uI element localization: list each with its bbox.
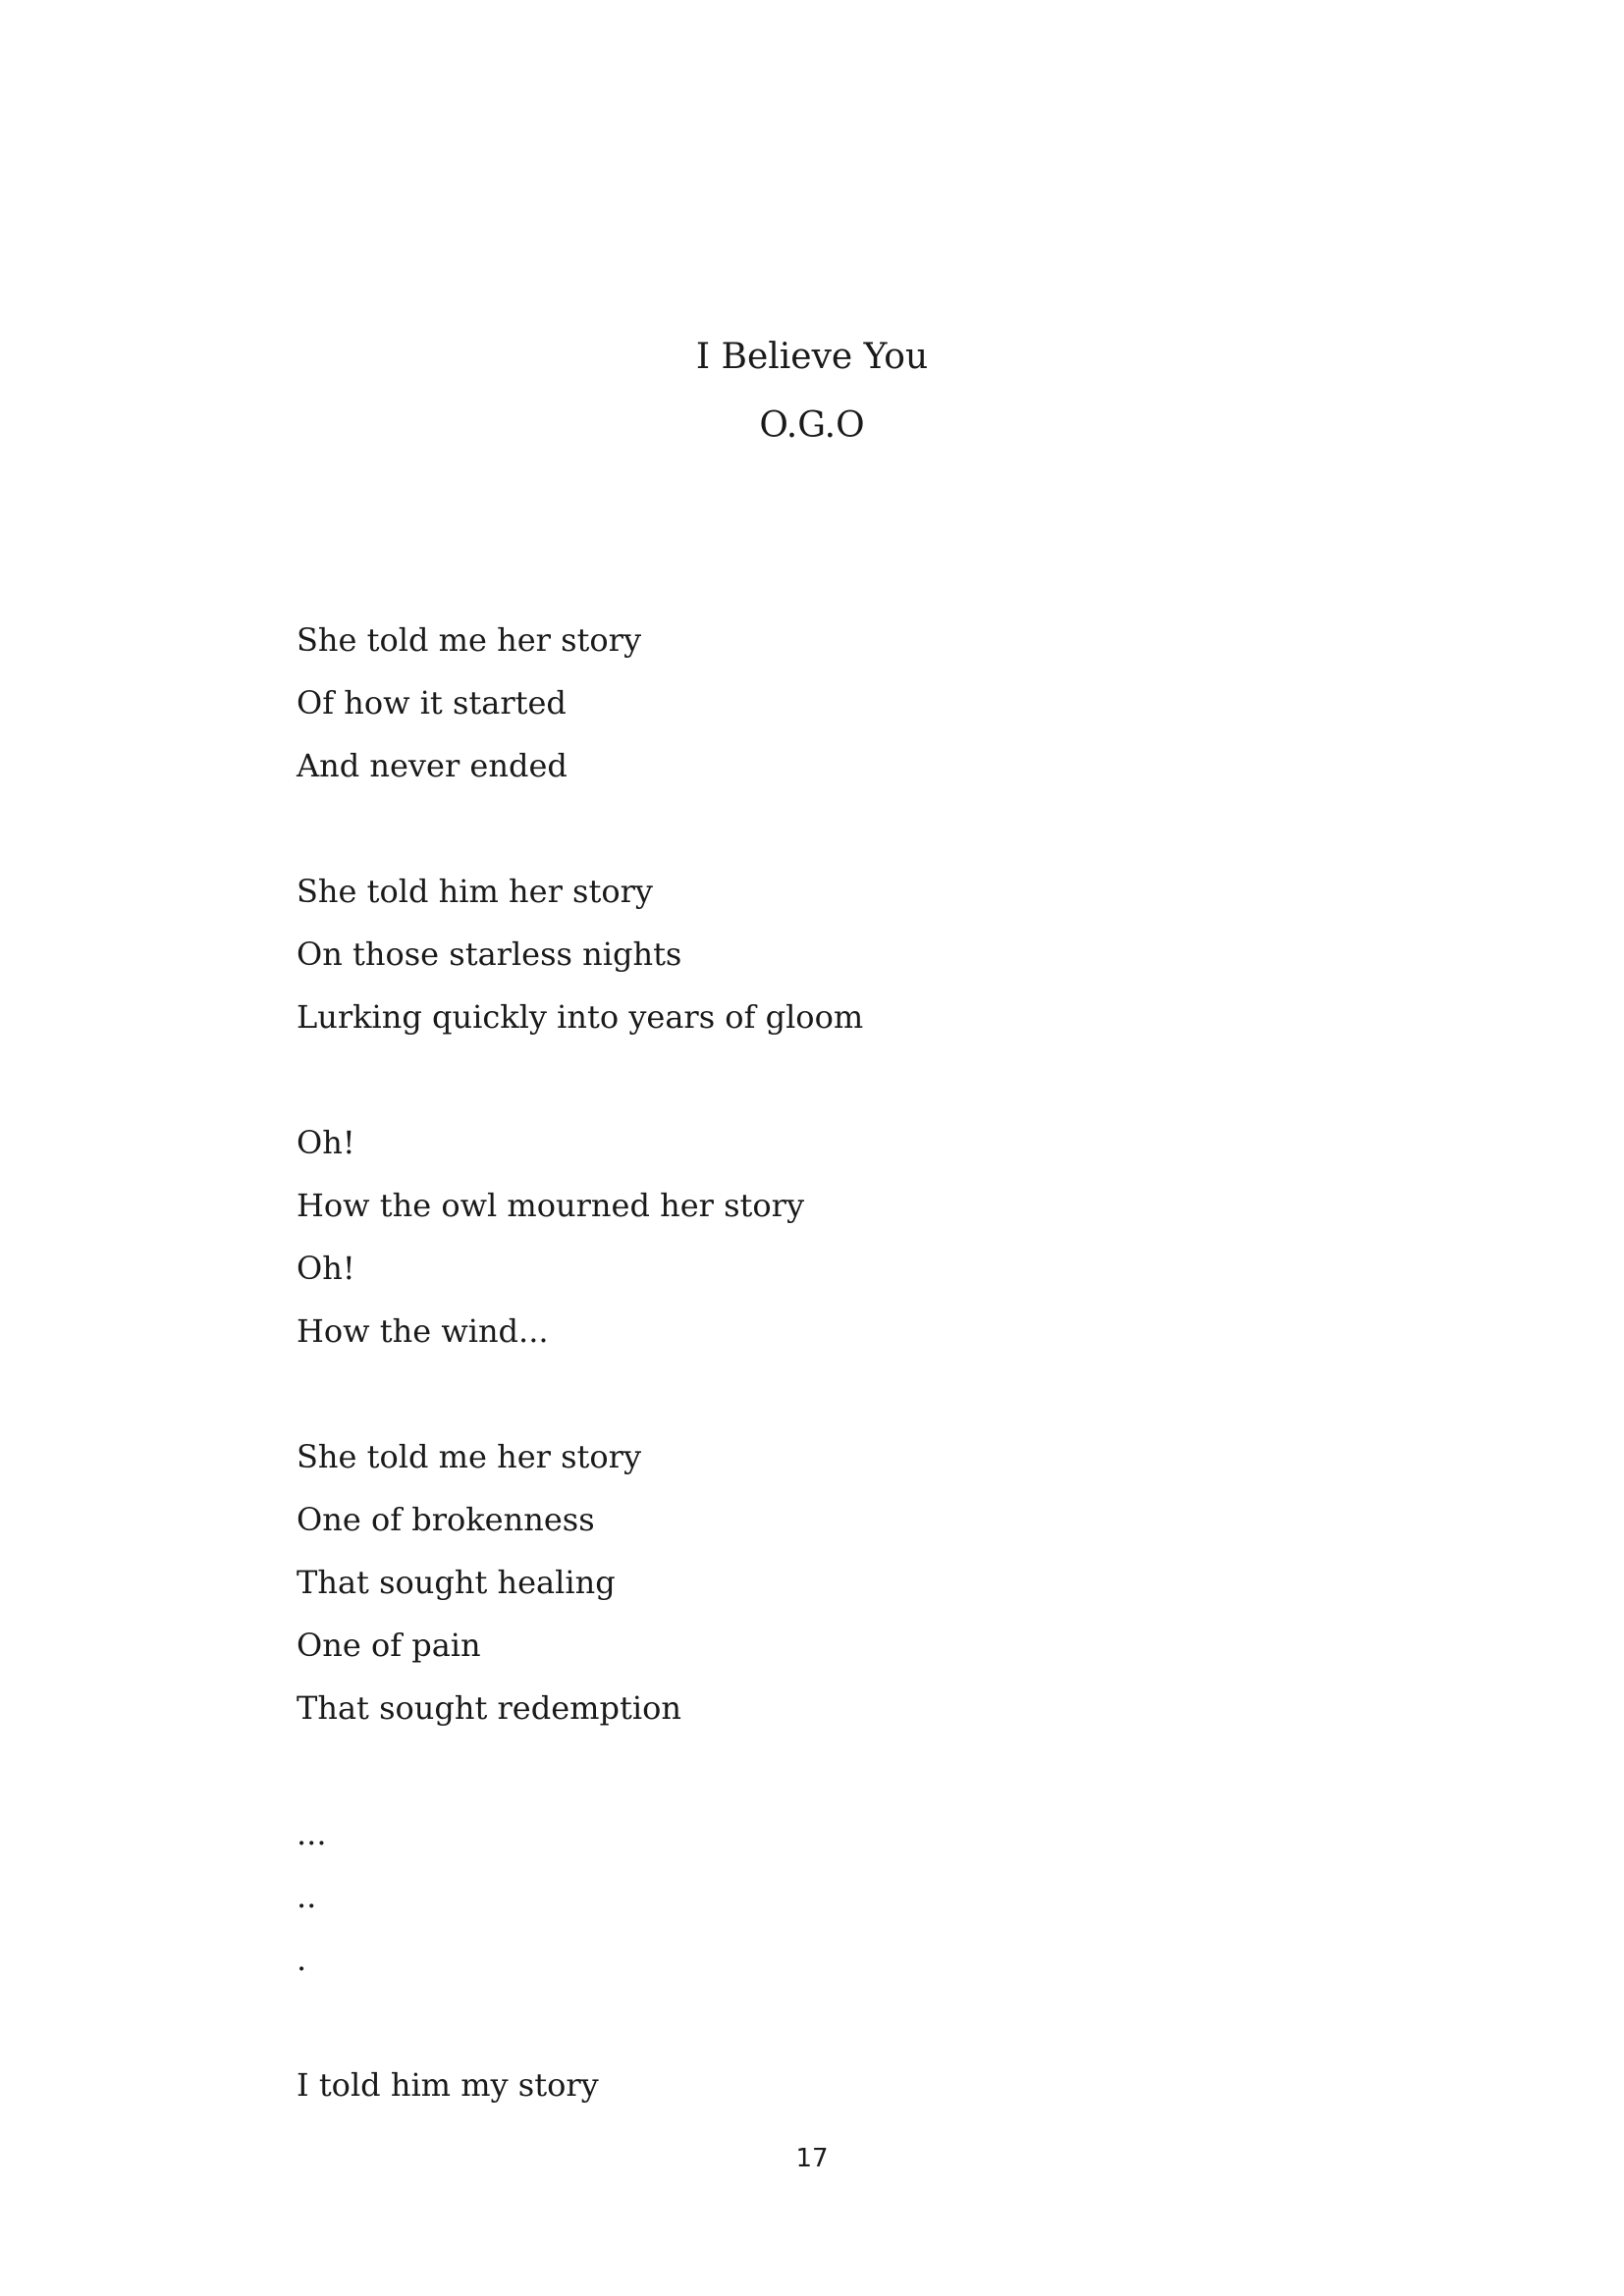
- poem-line: That sought redemption: [297, 1689, 681, 1727]
- poem-line: .: [297, 1941, 307, 1978]
- stanza-3: [297, 1111, 1377, 1362]
- stanza-5: [297, 1802, 1377, 1991]
- stanza-4: [297, 1425, 1377, 1739]
- poem-line: ..: [297, 1878, 317, 1915]
- poem-line: She told me her story: [297, 621, 642, 659]
- poem-line: ...: [297, 1815, 327, 1852]
- poem-line: I told him my story: [297, 2066, 599, 2104]
- poem-line: She told me her story: [297, 1438, 642, 1475]
- poem-line: On those starless nights: [297, 935, 682, 973]
- stanza-2: [297, 860, 1377, 1048]
- poem-title: I Believe You: [695, 337, 929, 377]
- poem-line: One of pain: [297, 1627, 481, 1664]
- poem-line: How the owl mourned her story: [297, 1187, 805, 1224]
- poem-author: O.G.O: [759, 405, 865, 446]
- poem-line: She told him her story: [297, 873, 653, 910]
- poem-line: And never ended: [297, 747, 568, 784]
- poem-line: One of brokenness: [297, 1501, 595, 1538]
- stanza-1: [297, 609, 1377, 797]
- poem-line: Of how it started: [297, 684, 567, 721]
- poem-line: Oh!: [297, 1250, 355, 1287]
- poem-line: How the wind...: [297, 1312, 549, 1350]
- poem-body: [297, 609, 1377, 2179]
- page-number: 17: [795, 2144, 829, 2173]
- poem-line: Oh!: [297, 1124, 355, 1161]
- poem-line: That sought healing: [297, 1564, 616, 1601]
- stanza-6: [297, 2054, 1377, 2116]
- poem-line: Lurking quickly into years of gloom: [297, 998, 864, 1036]
